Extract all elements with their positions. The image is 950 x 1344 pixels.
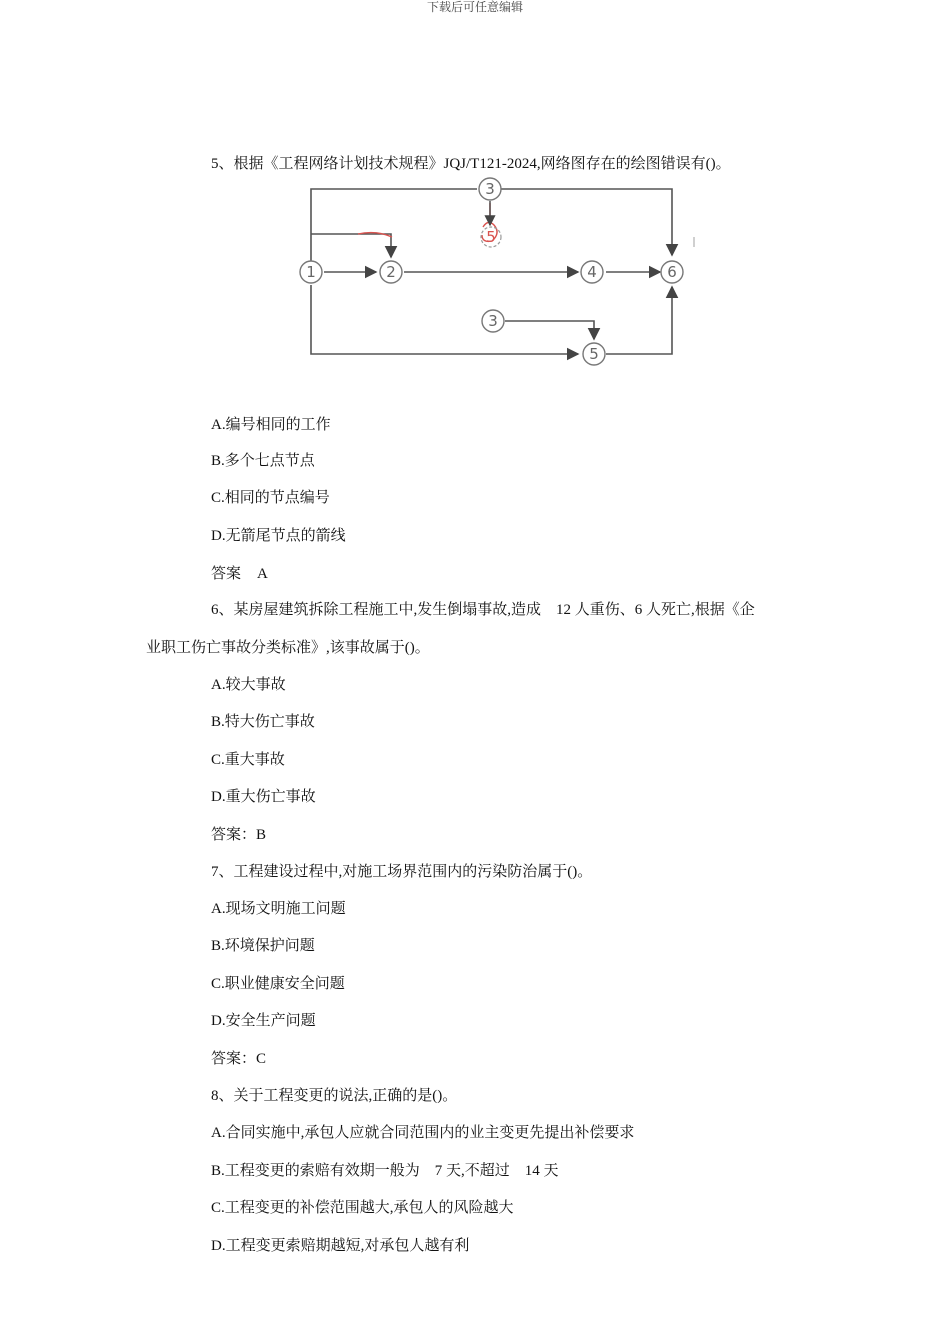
svg-text:5: 5	[486, 228, 496, 246]
node-5-bottom	[583, 343, 605, 365]
question-7-stem: 7、工程建设过程中,对施工场界范围内的污染防治属于()。	[211, 864, 593, 880]
q6-option-d: D.重大伤亡事故	[211, 789, 316, 805]
q8-option-d: D.工程变更索赔期越短,对承包人越有利	[211, 1238, 470, 1254]
q5-option-b: B.多个七点节点	[211, 453, 315, 469]
q6-answer: 答案：B	[211, 827, 267, 843]
q5-answer-value: A	[257, 566, 268, 582]
svg-text:6: 6	[667, 263, 677, 281]
q8-option-c: C.工程变更的补偿范围越大,承包人的风险越大	[211, 1200, 514, 1216]
q5-option-d: D.无箭尾节点的箭线	[211, 528, 346, 544]
svg-text:5: 5	[589, 345, 599, 363]
q7-option-c: C.职业健康安全问题	[211, 976, 345, 992]
svg-text:4: 4	[587, 263, 597, 281]
node-4	[581, 261, 603, 283]
node-5-top	[481, 227, 501, 247]
question-5-stem: 5、根据《工程网络计划技术规程》JQJ/T121-2024,网络图存在的绘图错误有()。	[211, 156, 731, 172]
node-3-top	[479, 178, 501, 200]
q6-option-c: C.重大事故	[211, 752, 285, 768]
network-diagram	[296, 175, 706, 375]
page-header: 下载后可任意编辑	[426, 0, 523, 14]
svg-text:3: 3	[485, 180, 495, 198]
q6-option-b: B.特大伤亡事故	[211, 714, 315, 730]
q7-option-d: D.安全生产问题	[211, 1013, 316, 1029]
question-6-stem-line2: 业职工伤亡事故分类标准》,该事故属于()。	[146, 640, 430, 656]
svg-text:1: 1	[306, 263, 316, 281]
q7-option-a: A.现场文明施工问题	[211, 901, 346, 917]
question-8-stem: 8、关于工程变更的说法,正确的是()。	[211, 1088, 458, 1104]
q8-option-b: B.工程变更的索赔有效期一般为 7 天,不超过 14 天	[211, 1163, 559, 1179]
node-3-bottom	[482, 310, 504, 332]
q5-answer-label: 答案	[211, 566, 242, 582]
question-6-stem-line1: 6、某房屋建筑拆除工程施工中,发生倒塌事故,造成 12 人重伤、6 人死亡,根据《企	[211, 602, 755, 618]
svg-text:3: 3	[488, 312, 498, 330]
q5-option-c: C.相同的节点编号	[211, 490, 330, 506]
svg-text:2: 2	[386, 263, 396, 281]
q7-answer: 答案：C	[211, 1051, 267, 1067]
q5-option-a: A.编号相同的工作	[211, 417, 331, 433]
node-1	[300, 261, 322, 283]
q6-option-a: A.较大事故	[211, 677, 286, 693]
q8-option-a: A.合同实施中,承包人应就合同范围内的业主变更先提出补偿要求	[211, 1125, 635, 1141]
red-annotation-marks	[358, 203, 694, 247]
node-2	[380, 261, 402, 283]
q5-answer	[211, 565, 268, 583]
node-6	[661, 261, 683, 283]
q7-option-b: B.环境保护问题	[211, 938, 315, 954]
